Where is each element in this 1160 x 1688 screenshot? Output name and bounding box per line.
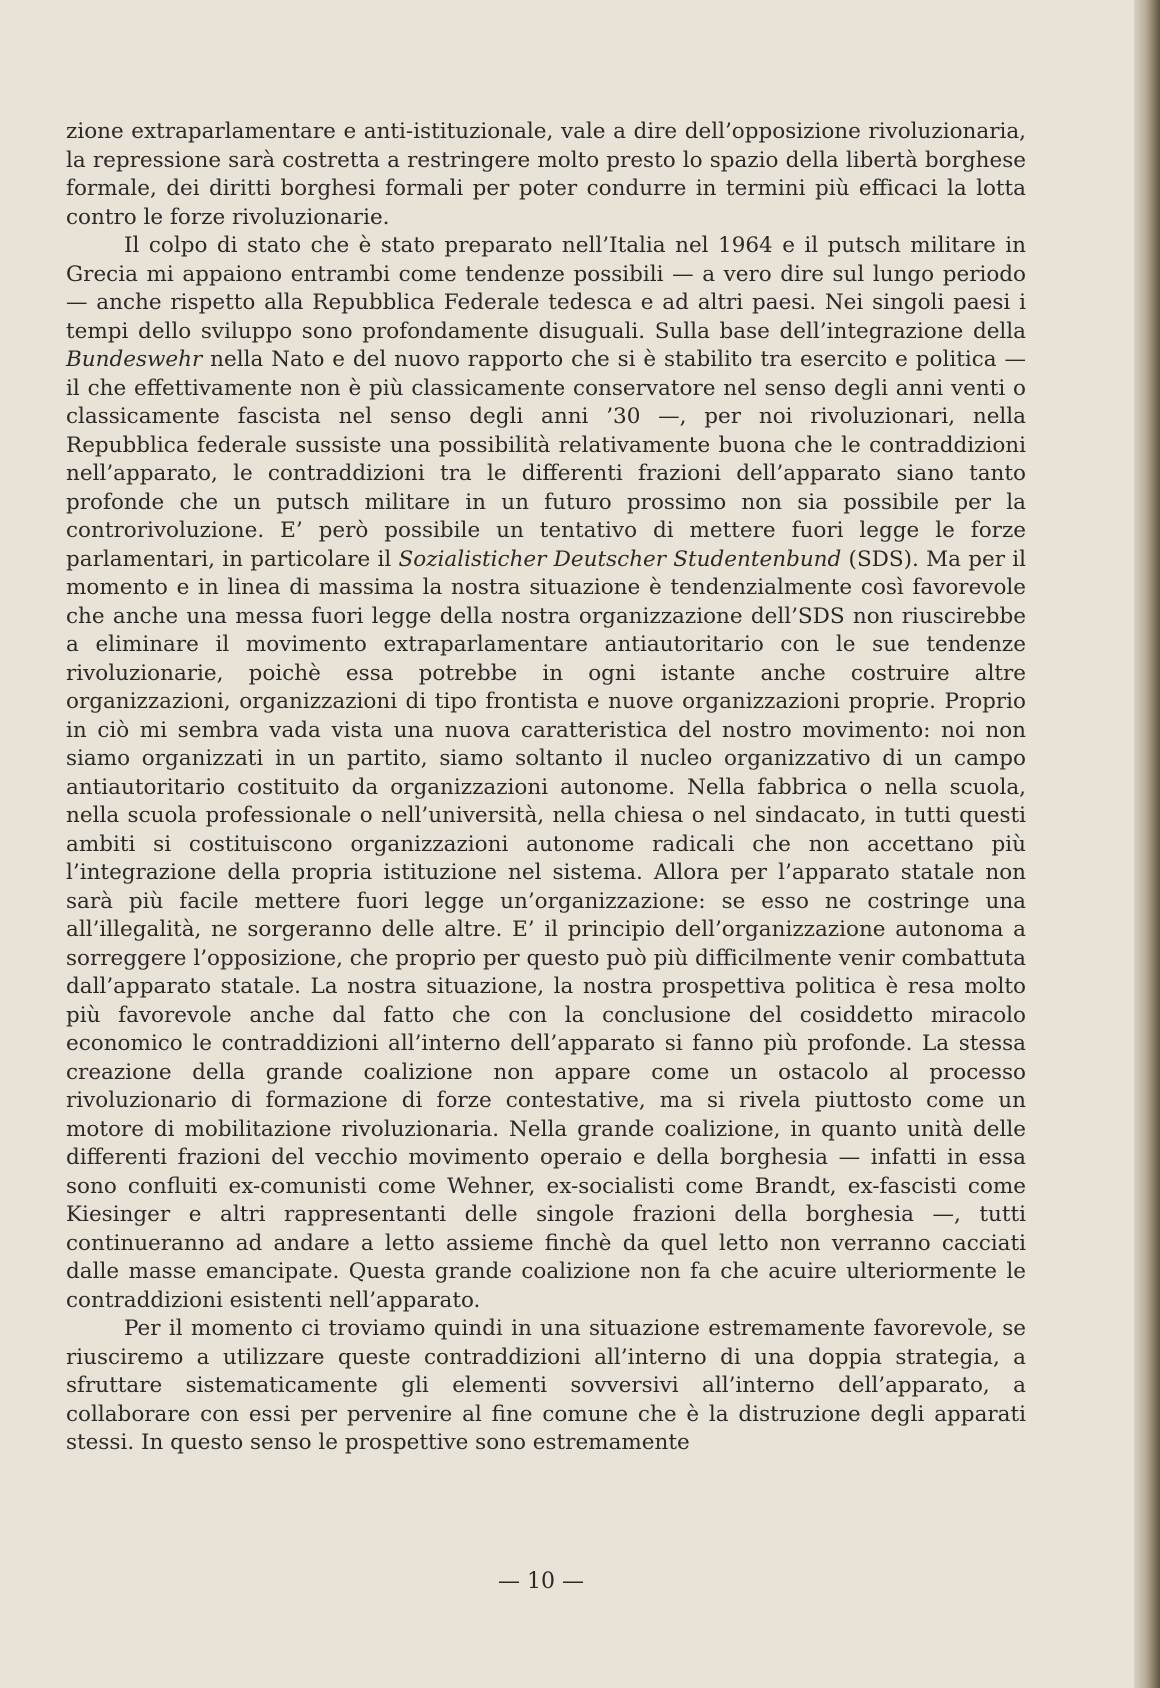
paragraph-3-text: Per il momento ci troviamo quindi in una situazione estremamente favorevole, se riusciremo a utilizzare queste contraddizioni all’interno di una doppia strategia, a sfruttare sistematicamente gli elementi sovversivi all’interno dell’apparato, a collaborare con essi per pervenire al fine comune che è la distruzione degli apparati stessi. In questo senso le prospettive sono estremamente bbox=[66, 1316, 1026, 1455]
paragraph-1-text: zione extraparlamentare e anti-istituzionale, vale a dire dell’opposizione rivoluzionaria, la repressione sarà costretta a restringere molto presto lo spazio della libertà borghese formale, dei diritti borghesi formali per poter condurre in termini più efficaci la lotta contro le forze rivoluzionarie. bbox=[66, 119, 1026, 230]
italic-term-bundeswehr: Bundeswehr bbox=[66, 347, 203, 372]
paragraph-1 bbox=[66, 118, 1026, 232]
page-edge-shadow bbox=[1134, 0, 1160, 1688]
page-number: — 10 — bbox=[498, 1569, 584, 1594]
paragraph-2-text-b: nella Nato e del nuovo rapporto che si è stabilito tra esercito e politica — il che effettivamente non è più classicamente conservatore nel senso degli anni venti o classicamente fascista nel senso degli anni ’30 —, per noi rivoluzionari, nella Repubblica federale sussiste una possibilità relativamente buona che le contraddizioni nell’apparato, le contraddizioni tra le differenti frazioni dell’apparato siano tanto profonde che un putsch militare in un futuro prossimo non sia possibile per la controrivoluzione. E’ però possibile un tentativo di mettere fuori legge le forze parlamentari, in particolare il bbox=[66, 347, 1026, 572]
paragraph-3 bbox=[66, 1315, 1026, 1458]
paragraph-2-text-a: Il colpo di stato che è stato preparato nell’Italia nel 1964 e il putsch militare in Grecia mi appaiono entrambi come tendenze possibili — a vero dire sul lungo periodo — anche rispetto alla Repubblica Federale tedesca e ad altri paesi. Nei singoli paesi i tempi dello sviluppo sono profondamente disuguali. Sulla base dell’integrazione della bbox=[66, 233, 1026, 344]
body-text bbox=[66, 118, 1026, 1458]
paragraph-2 bbox=[66, 232, 1026, 1315]
paragraph-2-text-c: (SDS). Ma per il momento e in linea di massima la nostra situazione è tendenzialmente così favorevole che anche una messa fuori legge della nostra organizzazione dell’SDS non riuscirebbe a eliminare il movimento extraparlamentare antiautoritario con le sue tendenze rivoluzionarie, poichè essa potrebbe in ogni istante anche costruire altre organizzazioni, organizzazioni di tipo frontista e nuove organizzazioni proprie. Proprio in ciò mi sembra vada vista una nuova caratteristica del nostro movimento: noi non siamo organizzati in un partito, siamo soltanto il nucleo organizzativo di un campo antiautoritario costituito da organizzazioni autonome. Nella fabbrica o nella scuola, nella scuola professionale o nell’università, nella chiesa o nel sindacato, in tutti questi ambiti si costituiscono organizzazioni autonome radicali che non accettano più l’integrazione della propria istituzione nel sistema. Allora per l’apparato statale non sarà più facile mettere fuori legge un’organizzazione: se esso ne costringe una all’illegalità, ne sorgeranno delle altre. E’ il principio dell’organizzazione autonoma a sorreggere l’opposizione, che proprio per questo può più difficilmente venir combattuta dall’apparato statale. La nostra situazione, la nostra prospettiva politica è resa molto più favorevole anche dal fatto che con la conclusione del cosiddetto miracolo economico le contraddizioni all’interno dell’apparato si fanno più profonde. La stessa creazione della grande coalizione non appare come un ostacolo al processo rivoluzionario di formazione di forze contestative, ma si rivela piuttosto come un motore di mobilitazione rivoluzionaria. Nella grande coalizione, in quanto unità delle differenti frazioni del vecchio movimento operaio e della borghesia — infatti in essa sono confluiti ex-comunisti come Wehner, ex-socialisti come Brandt, ex-fascisti come Kiesinger e altri rappresentanti delle singole frazioni della borghesia —, tutti continueranno ad andare a letto assieme finchè da quel letto non verranno cacciati dalle masse emancipate. Questa grande coalizione non fa che acuire ulteriormente le contraddizioni esistenti nell’apparato. bbox=[66, 546, 1026, 1313]
italic-term-sds: Sozialisticher Deutscher Studentenbund bbox=[398, 546, 842, 572]
